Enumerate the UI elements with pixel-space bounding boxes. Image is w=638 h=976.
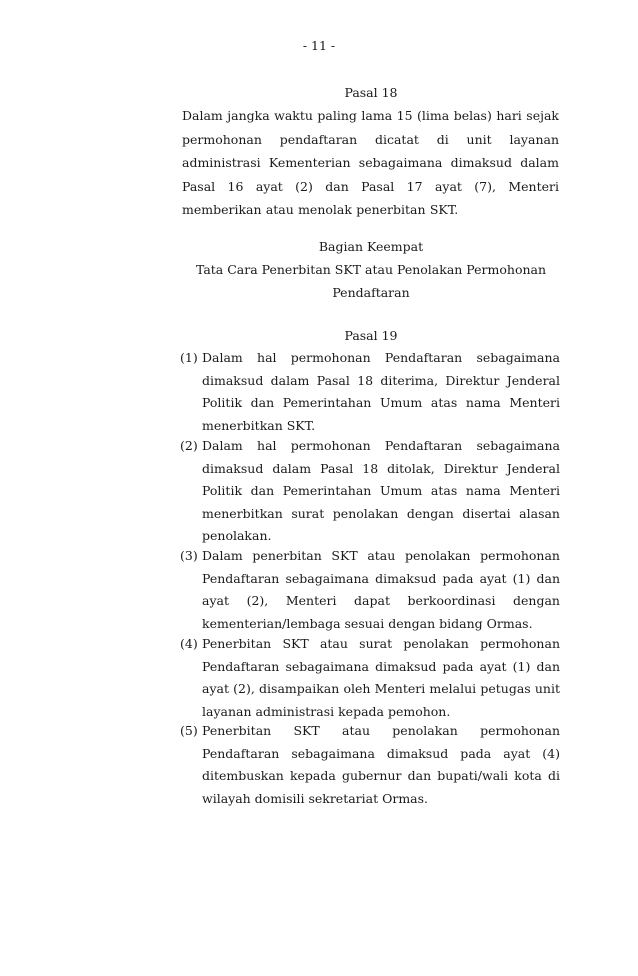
page-number: - 11 -: [302, 38, 336, 53]
pasal-19-title: Pasal 19: [344, 328, 398, 343]
item-number: (4): [180, 636, 198, 651]
pasal-19-item-4: [180, 633, 560, 723]
item-number: (2): [180, 438, 198, 453]
item-number: (5): [180, 723, 198, 738]
pasal-18-text: Dalam jangka waktu paling lama 15 (lima belas) hari sejak permohonan pendaftaran dicatat di unit layanan administrasi Kementerian sebagaimana dimaksud dalam Pasal 16 ayat (2) dan Pasal 17 ayat (7), Menteri memberikan atau menolak penerbitan SKT.: [182, 108, 559, 218]
pasal-19-item-5: [180, 720, 560, 810]
item-text: Penerbitan SKT atau penolakan permohonan Pendaftaran sebagaimana dimaksud pada ayat (4) ditembuskan kepada gubernur dan bupati/wali kota di wilayah domisili sekretariat Ormas.: [202, 723, 560, 806]
pasal-18-title: Pasal 18: [344, 85, 398, 100]
item-text: Penerbitan SKT atau surat penolakan permohonan Pendaftaran sebagaimana dimaksud pada ayat (1) dan ayat (2), disampaikan oleh Menteri melalui petugas unit layanan administrasi kepada pemohon.: [202, 636, 560, 719]
item-number: (1): [180, 350, 198, 365]
bagian-subtitle-line-1: Tata Cara Penerbitan SKT atau Penolakan Permohonan: [195, 262, 547, 277]
bagian-subtitle-line-2: Pendaftaran: [332, 285, 410, 300]
item-text: Dalam penerbitan SKT atau penolakan permohonan Pendaftaran sebagaimana dimaksud pada ayat (1) dan ayat (2), Menteri dapat berkoordinasi dengan kementerian/lembaga sesuai dengan bidang Ormas.: [202, 548, 560, 631]
item-text: Dalam hal permohonan Pendaftaran sebagaimana dimaksud dalam Pasal 18 diterima, Direktur Jenderal Politik dan Pemerintahan Umum atas nama Menteri menerbitkan SKT.: [202, 350, 560, 433]
item-text: Dalam hal permohonan Pendaftaran sebagaimana dimaksud dalam Pasal 18 ditolak, Direktur Jenderal Politik dan Pemerintahan Umum atas nama Menteri menerbitkan surat penolakan dengan disertai alasan penolakan.: [202, 438, 560, 544]
pasal-19-item-3: [180, 545, 560, 635]
pasal-19-item-2: [180, 435, 560, 548]
item-number: (3): [180, 548, 198, 563]
pasal-19-item-1: [180, 347, 560, 437]
bagian-title: Bagian Keempat: [318, 239, 424, 254]
